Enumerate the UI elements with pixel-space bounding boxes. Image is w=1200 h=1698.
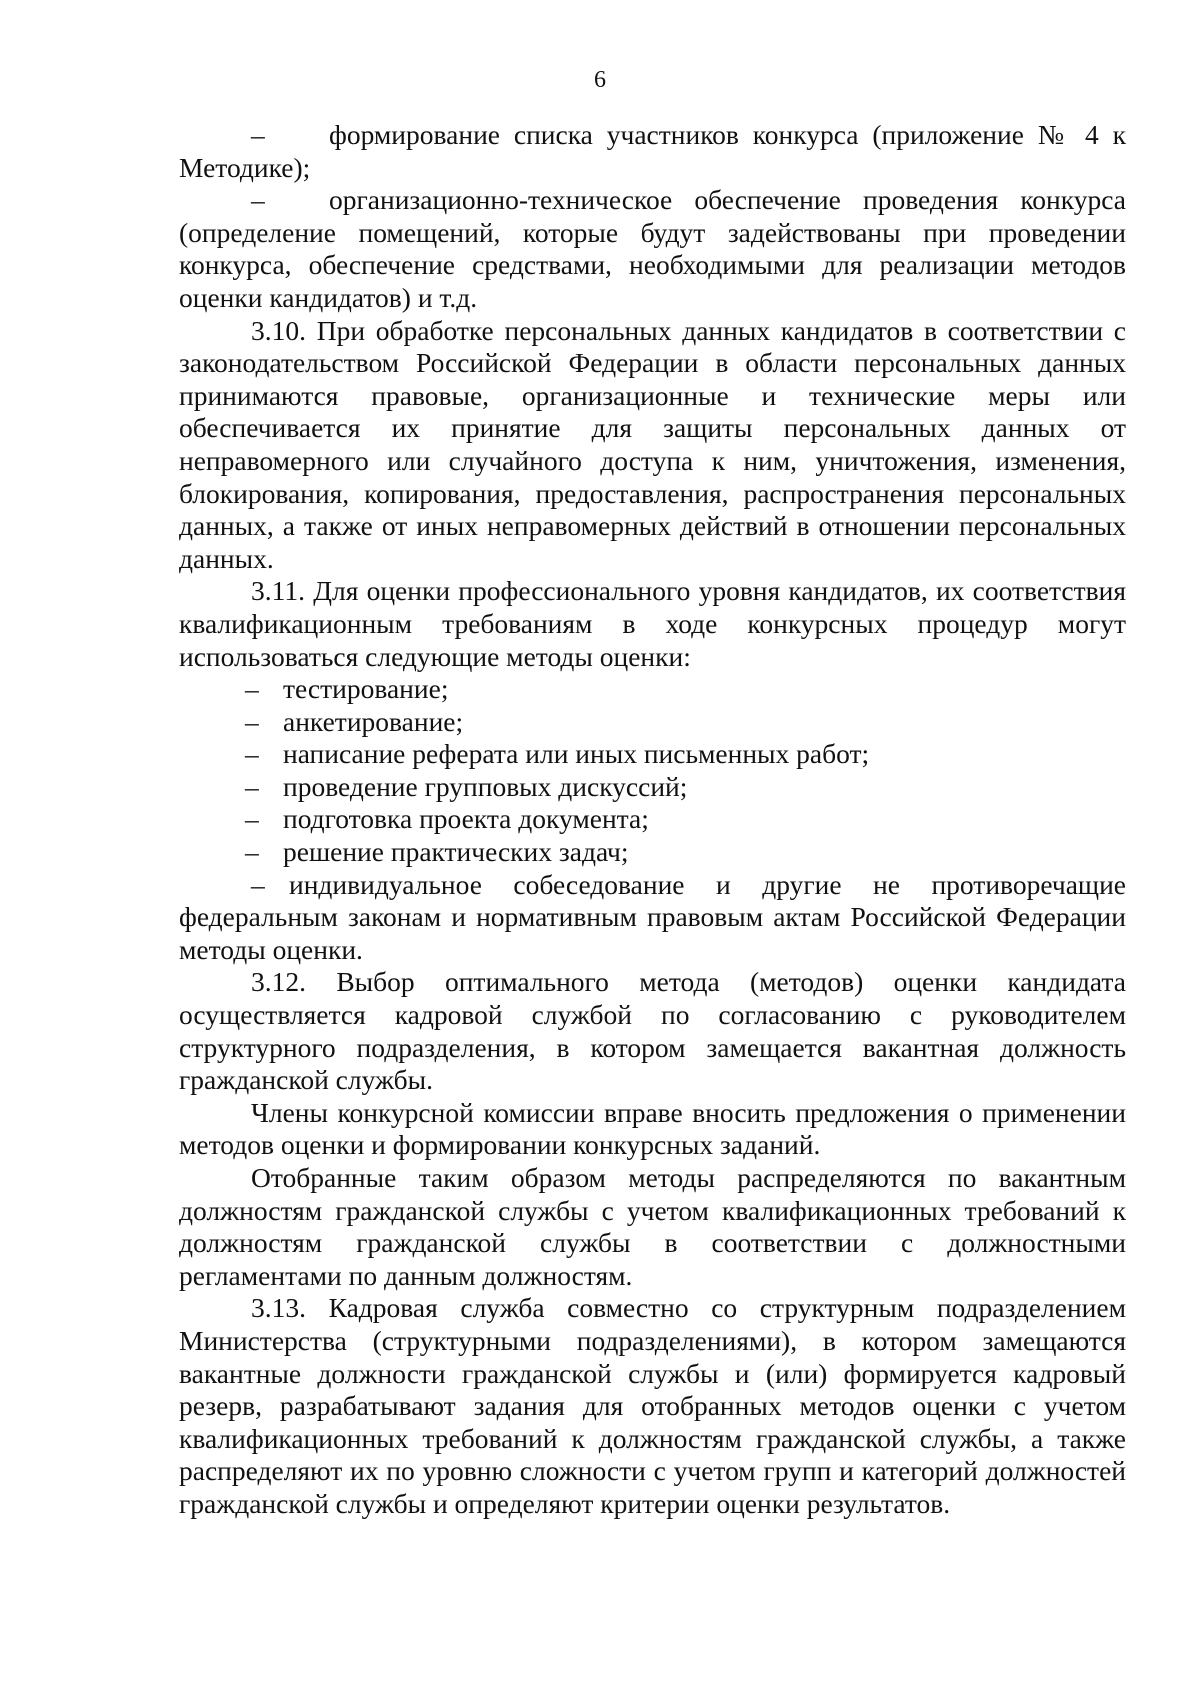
dash-marker: – [251,184,265,216]
dash-marker: – [245,770,259,802]
list-item-text: организационно-техническое обеспечение проведения конкурса (определение помещений, которые будут задействованы при проведении конкурса, обеспечение средствами, необходимыми для реализации методов оценки кандидатов) и т.д. [179,184,1126,313]
method-text: подготовка проекта документа; [283,803,649,835]
method-text: решение практических задач; [283,836,629,868]
paragraph-selected-methods: Отобранные таким образом методы распределяются по вакантным должностям гражданской службы с учетом квалификационных требований к должностям гражданской службы в соответствии с должностными регламентами по данным должностям. [179,1162,1126,1291]
method-item-essay [179,738,1126,771]
dash-marker: – [245,738,259,770]
document-body [179,119,1126,1521]
dash-marker: – [245,836,259,868]
dash-marker: – [251,119,265,150]
paragraph-3-12: 3.12. Выбор оптимального метода (методов) оценки кандидата осуществляется кадровой службой по согласованию с руководителем структурного подразделения, в котором замещается вакантная должность гражданской службы. [179,966,1126,1096]
dash-marker: – [245,673,259,705]
method-item-questionnaire [179,706,1126,739]
method-text: индивидуальное собеседование и другие не противоречащие федеральным законам и нормативным правовым актам Российской Федерации методы оценки. [179,868,1126,965]
page-number: 6 [594,67,606,93]
paragraph-3-10: 3.10. При обработке персональных данных кандидатов в соответствии с законодательством Российской Федерации в области персональных данных принимаются правовые, организационные и технические меры или обеспечивается их принятие для защиты персональных данных от неправомерного или случайного доступа к ним, уничтожения, изменения, блокирования, копирования, предоставления, распространения персональных данных, а также от иных неправомерных действий в отношении персональных данных. [179,314,1126,574]
method-item-draft-document [179,803,1126,836]
list-item-organization [179,184,1126,314]
paragraph-commission-members: Члены конкурсной комиссии вправе вносить предложения о применении методов оценки и формировании конкурсных заданий. [179,1096,1126,1161]
method-text: написание реферата или иных письменных работ; [283,738,870,770]
method-text: проведение групповых дискуссий; [283,770,688,802]
method-item-practical-tasks [179,836,1126,869]
method-item-interview [179,869,1126,967]
dash-marker: – [245,705,259,737]
dash-marker: – [245,803,259,835]
list-item-text: формирование списка участников конкурса (приложение № 4 к Методике); [179,119,1126,183]
paragraph-3-13: 3.13. Кадровая служба совместно со структурным подразделением Министерства (структурными подразделениями), в котором замещаются вакантные должности гражданской службы и (или) формируется кадровый резерв, разрабатывают задания для отобранных методов оценки с учетом квалификационных требований к должностям гражданской службы, а также распределяют их по уровню сложности с учетом групп и категорий должностей гражданской службы и определяют критерии оценки результатов. [179,1292,1126,1519]
method-item-testing [179,673,1126,706]
dash-marker: – [251,868,265,900]
paragraph-3-11: 3.11. Для оценки профессионального уровня кандидатов, их соответствия квалификационным требованиям в ходе конкурсных процедур могут использоваться следующие методы оценки: [179,575,1126,672]
list-item-participants [179,119,1126,184]
method-item-group-discussion [179,771,1126,804]
method-text: анкетирование; [283,705,464,737]
method-text: тестирование; [283,673,449,705]
